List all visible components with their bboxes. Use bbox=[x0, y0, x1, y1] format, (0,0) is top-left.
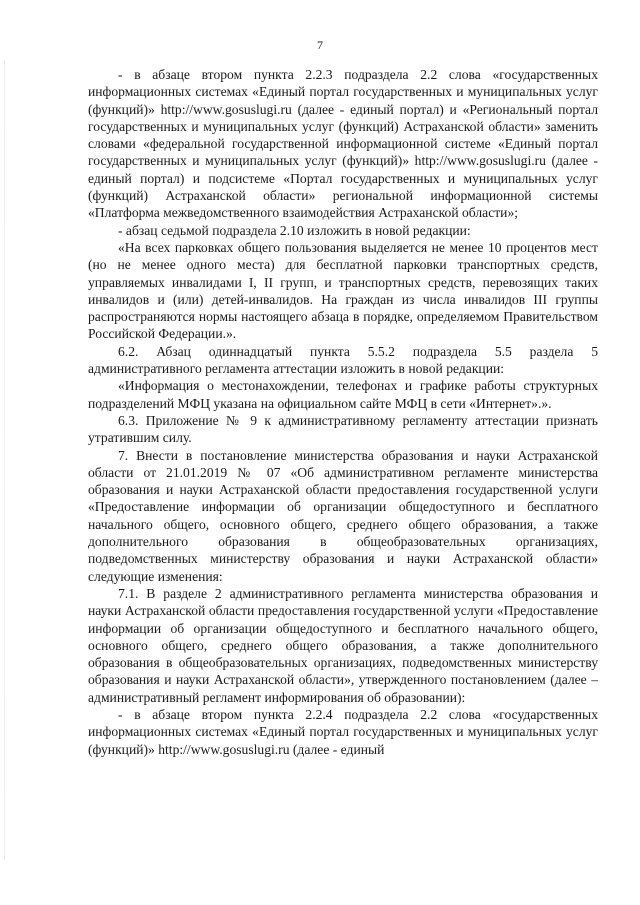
paragraph-parking-quote: «На всех парковках общего пользования выделяется не менее 10 процентов мест (но не менее одного места) для бесплатной парковки транспортных средств, управляемых инвалидами I, II групп, и транспортных средств, перевозящих таких инвалидов и (или) детей-инвалидов. На граждан из числа инвалидов III группы распространяются нормы настоящего абзаца в порядке, определяемом Правительством Российской Федерации.». bbox=[88, 239, 598, 342]
paragraph-7: 7. Внести в постановление министерства образования и науки Астраханской области от 21.01.2019 № 07 «Об административном регламенте министерства образования и науки Астраханской области предоставления государственной услуги «Предоставление информации об организации общедоступного и бесплатного начального общего, основного общего, среднего общего образования, а также дополнительного образования в общеобразовательных организациях, подведомственных министерству образования и науки Астраханской области» следующие изменения: bbox=[88, 447, 598, 584]
paragraph-6-3: 6.3. Приложение № 9 к административному регламенту аттестации признать утратившим силу. bbox=[88, 412, 598, 446]
page-number: 7 bbox=[317, 38, 323, 52]
document-body bbox=[88, 66, 598, 758]
paragraph-abzac-2-2-3: - в абзаце втором пункта 2.2.3 подраздела 2.2 слова «государственных информационных системах «Единый портал государственных и муниципальных услуг (функций)» http://www.gosuslugi.ru (далее - единый портал) и «Региональный портал государственных и муниципальных услуг (функций) Астраханской области» заменить словами «федеральной государственной информационной системе «Единый портал государственных и муниципальных услуг (функций)» http://www.gosuslugi.ru (далее - единый портал) и подсистеме «Портал государственных и муниципальных услуг (функций) Астраханской области» региональной информационной системы «Платформа межведомственного взаимодействия Астраханской области»; bbox=[88, 67, 598, 221]
paragraph-mfc-quote: «Информация о местонахождении, телефонах и графике работы структурных подразделений МФЦ указана на официальном сайте МФЦ в сети «Интернет».». bbox=[88, 378, 598, 411]
paragraph-7-1: 7.1. В разделе 2 административного регламента министерства образования и науки Астраханской области предоставления государственной услуги «Предоставление информации об организации общедоступного и бесплатного начального общего, основного общего, среднего общего образования, а также дополнительного образования в общеобразовательных организациях, подведомственных министерству образования и науки Астраханской области», утвержденного постановлением (далее – административный регламент информирования об образовании): bbox=[88, 585, 598, 705]
paragraph-abzac-2-10-intro: - абзац седьмой подраздела 2.10 изложить в новой редакции: bbox=[118, 222, 471, 238]
paragraph-6-2: 6.2. Абзац одиннадцатый пункта 5.5.2 подраздела 5.5 раздела 5 административного регламента аттестации изложить в новой редакции: bbox=[88, 343, 598, 377]
scan-edge-artifact bbox=[4, 60, 5, 860]
paragraph-abzac-2-2-4: - в абзаце втором пункта 2.2.4 подраздела 2.2 слова «государственных информационных системах «Единый портал государственных и муниципальных услуг (функций)» http://www.gosuslugi.ru (далее - единый bbox=[88, 706, 598, 757]
